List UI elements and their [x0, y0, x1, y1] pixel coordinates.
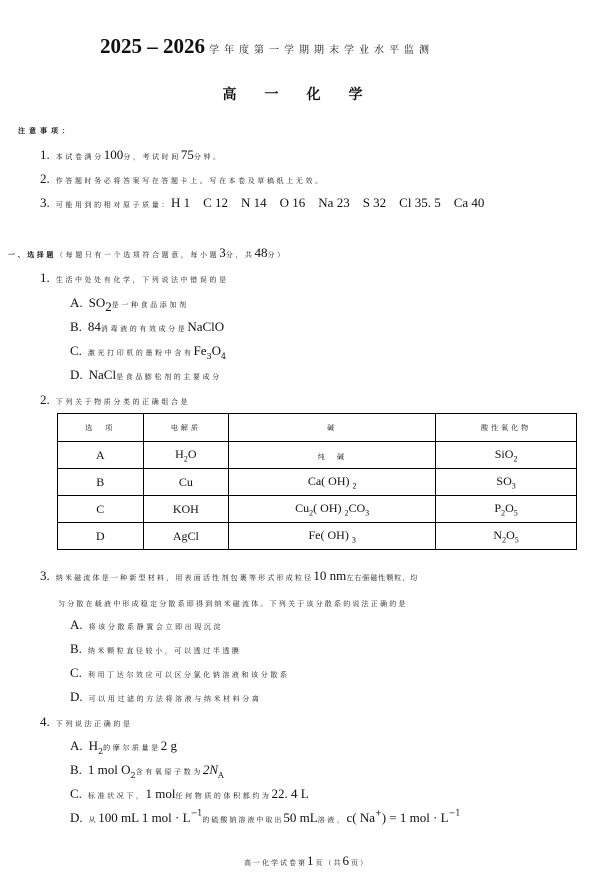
question-3-stem-cont: 匀分散在载液中形成稳定分散系即得到纳米磁流体。下列关于该分散系的说法正确的是 — [58, 600, 408, 608]
q3-option-b: B. 纳米颗粒直径较小，可以透过半透膜 — [70, 641, 242, 656]
table-row: A $H_2O$ 纯 碱 SiO$_2$ — [58, 442, 577, 469]
atomic-masses: H 1 C 12 N 14 O 16 Na 23 S 32 Cl 35. 5 Ca 40 — [170, 195, 485, 210]
header-acidic-oxide: 酸性氧化物 — [436, 414, 577, 442]
header-base: 碱 — [229, 414, 436, 442]
q4-option-a: A. $H_2$的摩尔质量是2 g — [70, 738, 177, 757]
q4-option-b: B. 1 mol $O_2$含有氧原子数为$2N_A$ — [70, 762, 224, 781]
section-heading: 一、选择题（每题只有一个选项符合题意，每小题3分，共48分） — [8, 245, 287, 260]
question-4-stem: 4. 下列说法正确的是 — [40, 714, 133, 729]
exam-year: 2025 – 2026 — [100, 34, 205, 58]
q3-option-c: C. 利用丁达尔效应可以区分氯化钠溶液和该分散系 — [70, 665, 290, 680]
page-footer: 高一化学试卷第1页（共6页） — [244, 853, 369, 868]
table-header-row — [58, 414, 577, 442]
q4-option-d: D. 从100 mL 1 mol · $L^{-1}$的硫酸钠溶液中取出50 mL溶液，c( Na+) = 1 mol · $L^{-1}$ — [70, 808, 461, 825]
question-1-stem: 1. 生活中处处有化学，下列说法中错误的是 — [40, 270, 229, 285]
question-3-stem: 3. 纳米磁流体是一种新型材料，用表面活性剂包裹等形式形成粒径10 nm左右强磁性颗粒，均 — [40, 568, 419, 583]
exam-subject: 高一化学 — [222, 87, 391, 103]
header-option: 选 项 — [58, 414, 144, 442]
header-electrolyte: 电解质 — [143, 414, 229, 442]
exam-title — [100, 34, 434, 59]
q1-option-c: C. 激光打印机的墨粉中含有$Fe_3O_4$ — [70, 343, 227, 362]
table-row: D AgCl Fe( OH) $_3$ $N_2O_5$ — [58, 523, 577, 550]
table-row: C KOH $Cu_2$( OH) $_2CO_3$ $P_2O_5$ — [58, 496, 577, 523]
question-2-stem: 2. 下列关于物质分类的正确组合是 — [40, 392, 191, 407]
q3-option-d: D. 可以用过滤的方法将溶液与纳米材料分离 — [70, 689, 262, 704]
notice-heading: 注意事项： — [18, 126, 73, 135]
q3-option-a: A. 将该分散系静置会立即出现沉淀 — [70, 617, 224, 632]
q1-option-a: A. $SO_2$是一种食品添加剂 — [70, 295, 189, 315]
q1-option-b: B. 84消毒液的有效成分是NaClO — [70, 319, 225, 334]
notice-item-3: 3. 可能用到的相对原子质量：H 1 C 12 N 14 O 16 Na 23 S 32 Cl 35. 5 Ca 40 — [40, 195, 485, 210]
notice-item-2: 2. 作答题时务必将答案写在答题卡上。写在本卷及草稿纸上无效。 — [40, 171, 325, 186]
q1-option-d: D. NaCl是食品膨松剂的主要成分 — [70, 367, 222, 382]
table-row: B Cu Ca( OH) $_2$ $SO_3$ — [58, 469, 577, 496]
exam-title-rest: 学年度第一学期期末学业水平监测 — [209, 45, 434, 56]
q4-option-c: C. 标准状况下，1 mol任何物质的体积都约为22. 4 L — [70, 786, 309, 801]
classification-table — [57, 413, 577, 550]
notice-item-1: 1. 本试卷满分100分，考试时间75分钟。 — [40, 147, 223, 162]
